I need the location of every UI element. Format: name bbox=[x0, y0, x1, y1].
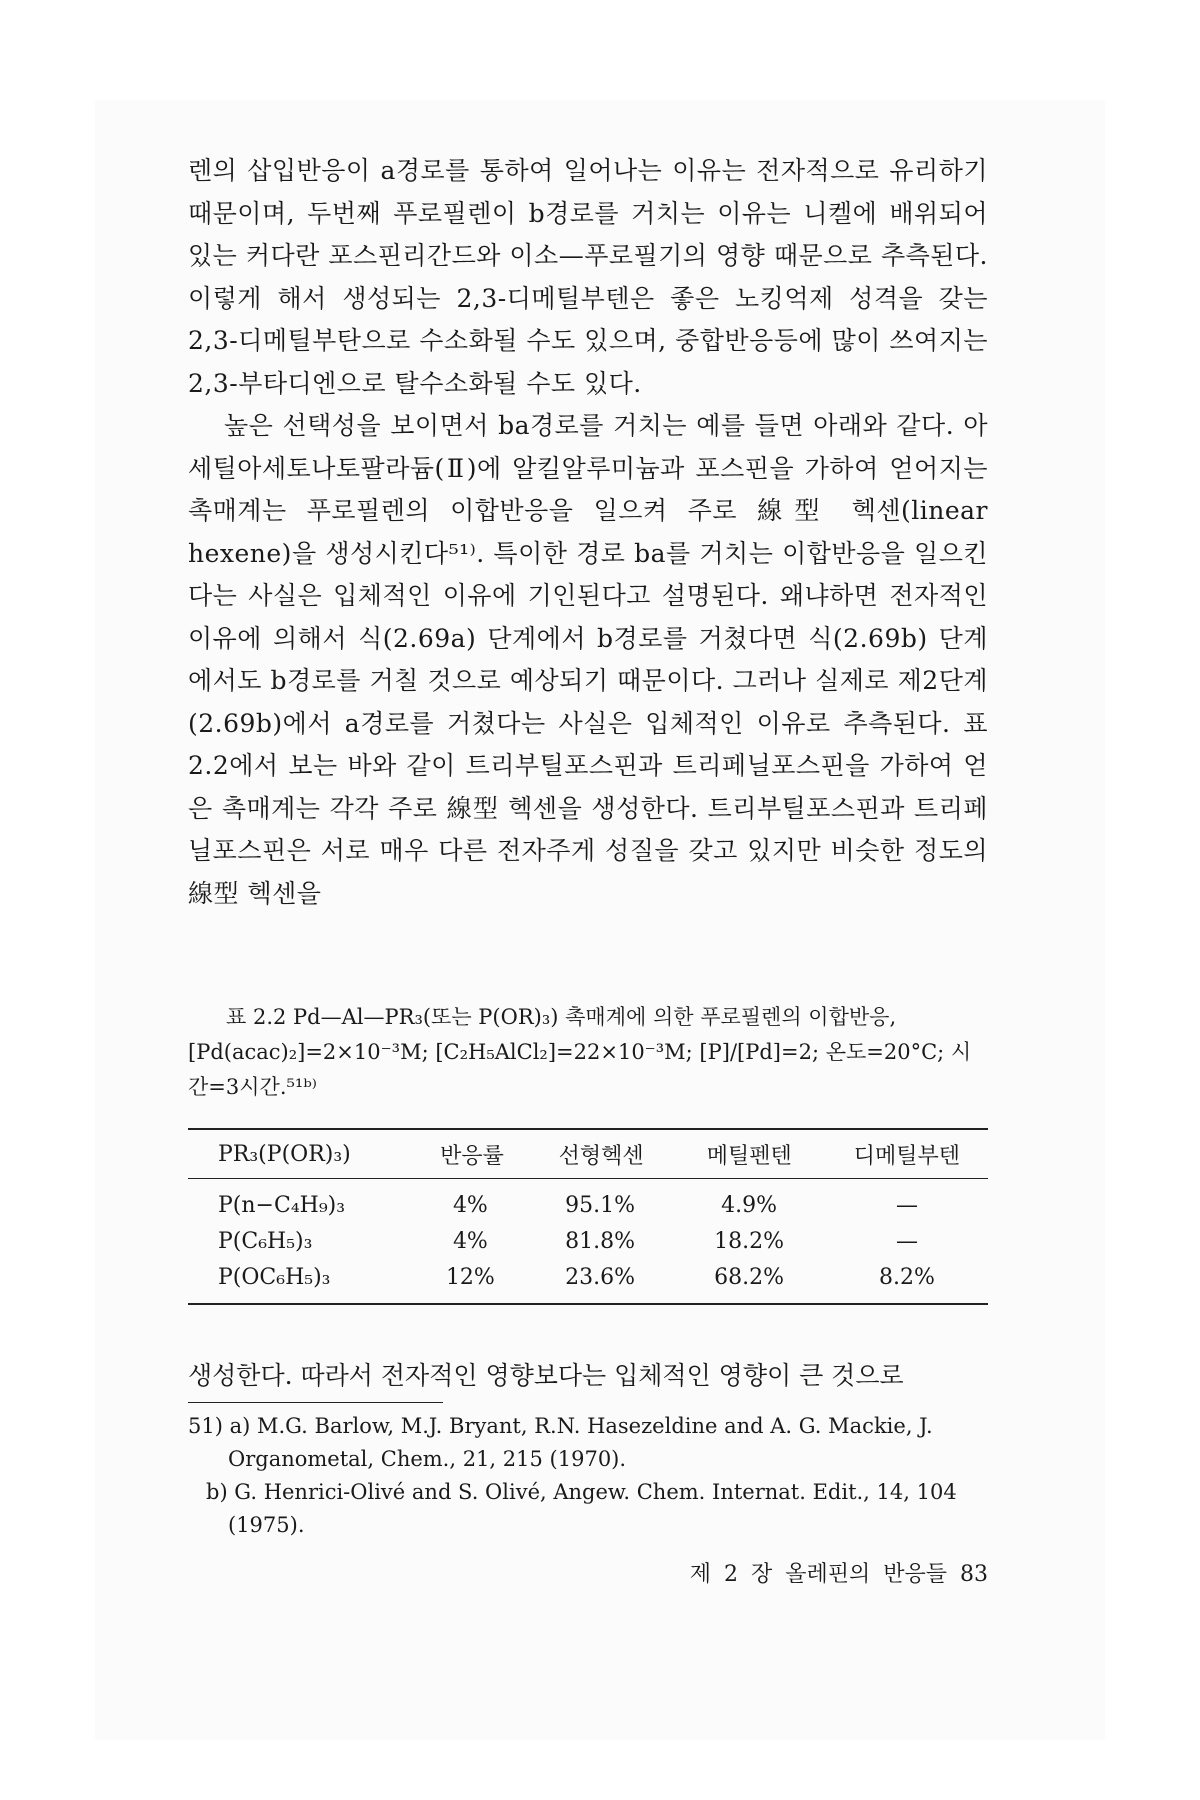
table-cell: P(C₆H₅)₃ bbox=[218, 1228, 313, 1254]
running-footer bbox=[600, 1560, 988, 1590]
table-cell: — bbox=[895, 1192, 918, 1218]
table-row bbox=[188, 1259, 988, 1295]
table-cell: 4.9% bbox=[721, 1192, 778, 1218]
table-caption-text: Pd—Al—PR₃(또는 P(OR)₃) 촉매계에 의한 푸로필렌의 이합반응, [Pd(acac)₂]=2×10⁻³M; [C₂H₅AlCl₂]=22×10⁻³M; [P]/[Pd]=2; 온도=20°C; 시간=3시간.⁵¹ᵇ⁾ bbox=[188, 1005, 972, 1099]
data-table bbox=[188, 1128, 988, 1305]
table-cell: P(OC₆H₅)₃ bbox=[218, 1264, 331, 1290]
footnotes bbox=[188, 1410, 988, 1542]
table-header-catalyst: PR₃(P(OR)₃) bbox=[218, 1141, 351, 1167]
body-text bbox=[188, 150, 988, 915]
paragraph-2: 높은 선택성을 보이면서 ba경로를 거치는 예를 들면 아래와 같다. 아세틸아세토나토팔라듐(Ⅱ)에 알킬알루미늄과 포스핀을 가하여 얻어지는 촉매계는 푸로필렌의 이합반응을 일으켜 주로 線型 헥센(linear hexene)을 생성시킨다⁵¹⁾. 특이한 경로 ba를 거치는 이합반응을 일으킨다는 사실은 입체적인 이유에 기인된다고 설명된다. 왜냐하면 전자적인 이유에 의해서 식(2.69a) 단계에서 b경로를 거쳤다면 식(2.69b) 단계에서도 b경로를 거칠 것으로 예상되기 때문이다. 그러나 실제로 제2단계(2.69b)에서 a경로를 거쳤다는 사실은 입체적인 이유로 추측된다. 표 2.2에서 보는 바와 같이 트리부틸포스핀과 트리페닐포스핀을 가하여 얻은 촉매계는 각각 주로 線型 헥센을 생성한다. 트리부틸포스핀과 트리페닐포스핀은 서로 매우 다른 전자주게 성질을 갖고 있지만 비슷한 정도의 線型 헥센을 bbox=[188, 411, 988, 908]
table-cell: 95.1% bbox=[565, 1192, 636, 1218]
table-cell: 18.2% bbox=[714, 1228, 785, 1254]
table-cell: 12% bbox=[445, 1264, 495, 1290]
table-cell: — bbox=[895, 1228, 918, 1254]
table-header-dimethylbutene: 디메틸부텐 bbox=[853, 1143, 960, 1169]
footer-chapter: 제 2 장 bbox=[689, 1562, 773, 1587]
table-row bbox=[188, 1223, 988, 1259]
table-row bbox=[188, 1187, 988, 1223]
table-caption bbox=[188, 1000, 988, 1105]
footnote-51b: b) G. Henrici-Olivé and S. Olivé, Angew. Chem. Internat. Edit., 14, 104 (1975). bbox=[206, 1480, 957, 1537]
table-rule-bottom bbox=[188, 1303, 988, 1305]
table-caption-label: 표 2.2 bbox=[226, 1005, 287, 1029]
paragraph-1: 렌의 삽입반응이 a경로를 통하여 일어나는 이유는 전자적으로 유리하기 때문이며, 두번째 푸로필렌이 b경로를 거치는 이유는 니켈에 배위되어 있는 커다란 포스핀리간드와 이소—푸로필기의 영향 때문으로 추측된다. 이렇게 해서 생성되는 2,3-디메틸부텐은 좋은 노킹억제 성격을 갖는 2,3-디메틸부탄으로 수소화될 수도 있으며, 중합반응등에 많이 쓰여지는 2,3-부타디엔으로 탈수소화될 수도 있다. bbox=[188, 156, 988, 398]
table-cell: 4% bbox=[452, 1228, 488, 1254]
footer-chapter-title: 올레핀의 반응들 bbox=[785, 1562, 947, 1587]
table-cell: 8.2% bbox=[879, 1264, 935, 1290]
table-cell: 4% bbox=[452, 1192, 488, 1218]
footnote-51a: 51) a) M.G. Barlow, M.J. Bryant, R.N. Hasezeldine and A. G. Mackie, J. Organometal, Chem., 21, 215 (1970). bbox=[188, 1414, 933, 1471]
continuation-text: 생성한다. 따라서 전자적인 영향보다는 입체적인 영향이 큰 것으로 bbox=[188, 1361, 904, 1390]
table-header-methylpentene: 메틸펜텐 bbox=[706, 1143, 792, 1169]
table-header-linear-hexene: 선형헥센 bbox=[558, 1143, 644, 1169]
table-header-conversion: 반응률 bbox=[440, 1143, 504, 1169]
table-header-row bbox=[188, 1130, 988, 1178]
table-cell: 81.8% bbox=[565, 1228, 636, 1254]
table-cell: 68.2% bbox=[714, 1264, 785, 1290]
page-number: 83 bbox=[960, 1562, 988, 1587]
footnote-rule bbox=[188, 1402, 443, 1403]
table-cell: P(n−C₄H₉)₃ bbox=[218, 1192, 346, 1218]
table-cell: 23.6% bbox=[565, 1264, 636, 1290]
